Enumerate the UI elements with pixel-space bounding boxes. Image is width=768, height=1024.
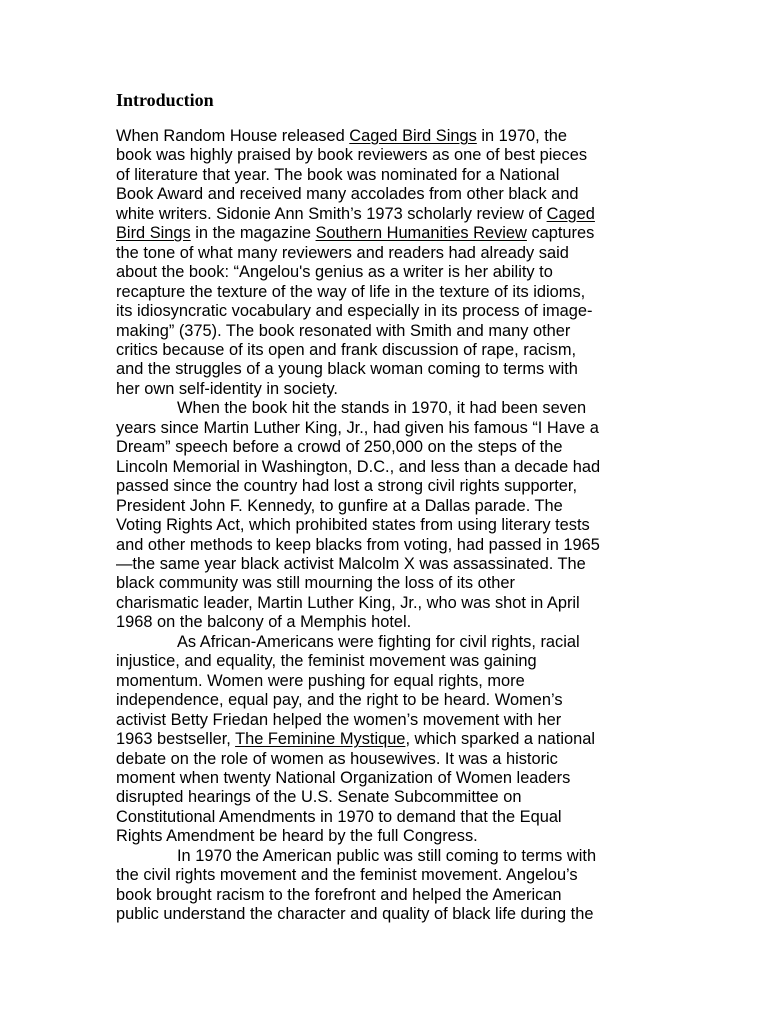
- text-line: [116, 146, 656, 165]
- text-line: [116, 497, 656, 516]
- text-segment: 1968 on the balcony of a Memphis hotel.: [116, 613, 412, 632]
- text-line: [116, 127, 656, 146]
- text-line: [116, 477, 656, 496]
- text-line: [116, 711, 656, 730]
- text-segment: Dream” speech before a crowd of 250,000 on the steps of the: [116, 438, 563, 457]
- text-segment: Lincoln Memorial in Washington, D.C., and less than a decade had: [116, 457, 601, 476]
- text-segment: activist Betty Friedan helped the women’s movement with her: [116, 710, 562, 729]
- text-segment: about the book: “Angelou's genius as a writer is her ability to: [116, 263, 553, 282]
- underlined-title: Bird Sings: [116, 224, 191, 243]
- text-line: [116, 322, 656, 341]
- text-line: [116, 847, 656, 866]
- text-segment: public understand the character and quality of black life during the: [116, 905, 594, 924]
- text-line: [116, 594, 656, 613]
- section-heading: Introduction: [116, 90, 214, 110]
- text-segment: As African-Americans were fighting for civil rights, racial: [177, 632, 580, 651]
- text-segment: its idiosyncratic vocabulary and especially in its process of image-: [116, 302, 593, 321]
- text-line: [116, 672, 656, 691]
- text-line: [116, 808, 656, 827]
- underlined-title: Southern Humanities Review: [315, 224, 527, 243]
- text-segment: —the same year black activist Malcolm X was assassinated. The: [116, 554, 586, 573]
- text-segment: independence, equal pay, and the right to be heard. Women’s: [116, 691, 563, 710]
- text-segment: charismatic leader, Martin Luther King, Jr., who was shot in April: [116, 593, 580, 612]
- text-segment: in the magazine: [190, 224, 316, 243]
- text-line: [116, 536, 656, 555]
- text-line: [116, 613, 656, 632]
- text-segment: moment when twenty National Organization of Women leaders: [116, 768, 571, 787]
- text-line: [116, 691, 656, 710]
- text-line: [116, 302, 656, 321]
- text-segment: her own self-identity in society.: [116, 379, 338, 398]
- text-segment: recapture the texture of the way of life in the texture of its idioms,: [116, 282, 586, 301]
- text-segment: years since Martin Luther King, Jr., had given his famous “I Have a: [116, 418, 599, 437]
- text-segment: the tone of what many reviewers and readers had already said: [116, 243, 569, 262]
- text-segment: debate on the role of women as housewives. It was a historic: [116, 749, 558, 768]
- text-segment: In 1970 the American public was still coming to terms with: [177, 846, 597, 865]
- text-segment: Constitutional Amendments in 1970 to demand that the Equal: [116, 807, 562, 826]
- text-segment: book was highly praised by book reviewers as one of best pieces: [116, 146, 588, 165]
- text-segment: disrupted hearings of the U.S. Senate Subcommittee on: [116, 788, 522, 807]
- text-segment: When Random House released: [116, 127, 350, 145]
- text-line: [116, 730, 656, 749]
- text-segment: black community was still mourning the loss of its other: [116, 574, 515, 593]
- text-line: [116, 555, 656, 574]
- text-segment: the civil rights movement and the feminist movement. Angelou’s: [116, 866, 578, 885]
- text-line: [116, 244, 656, 263]
- text-line: [116, 827, 656, 846]
- underlined-title: The Feminine Mystique: [235, 730, 406, 749]
- text-line: [116, 633, 656, 652]
- text-line: [116, 866, 656, 885]
- text-segment: 1963 bestseller,: [116, 730, 236, 749]
- text-line: [116, 380, 656, 399]
- text-line: [116, 458, 656, 477]
- text-segment: and other methods to keep blacks from voting, had passed in 1965: [116, 535, 600, 554]
- text-segment: in 1970, the: [476, 127, 568, 145]
- text-line: [116, 574, 656, 593]
- text-segment: Voting Rights Act, which prohibited states from using literary tests: [116, 516, 590, 535]
- text-segment: captures: [526, 224, 595, 243]
- text-segment: passed since the country had lost a strong civil rights supporter,: [116, 477, 578, 496]
- text-segment: When the book hit the stands in 1970, it had been seven: [177, 399, 587, 418]
- underlined-title: Caged: [546, 204, 595, 223]
- text-line: [116, 419, 656, 438]
- underlined-title: Caged Bird Sings: [349, 127, 477, 145]
- text-line: [116, 516, 656, 535]
- text-segment: Rights Amendment be heard by the full Congress.: [116, 827, 478, 846]
- text-line: [116, 360, 656, 379]
- text-segment: and the struggles of a young black woman coming to terms with: [116, 360, 578, 379]
- text-line: [116, 399, 656, 418]
- text-segment: Book Award and received many accolades from other black and: [116, 185, 579, 204]
- text-segment: book brought racism to the forefront and helped the American: [116, 885, 562, 904]
- text-segment: making” (375). The book resonated with Smith and many other: [116, 321, 571, 340]
- text-line: [116, 283, 656, 302]
- text-segment: President John F. Kennedy, to gunfire at a Dallas parade. The: [116, 496, 563, 515]
- text-segment: injustice, and equality, the feminist movement was gaining: [116, 652, 537, 671]
- text-line: [116, 166, 656, 185]
- text-segment: momentum. Women were pushing for equal rights, more: [116, 671, 525, 690]
- text-line: [116, 886, 656, 905]
- text-line: [116, 652, 656, 671]
- body-text: [116, 127, 656, 925]
- text-segment: white writers. Sidonie Ann Smith’s 1973 scholarly review of: [116, 204, 547, 223]
- text-segment: , which sparked a national: [405, 730, 595, 749]
- text-line: [116, 205, 656, 224]
- text-line: [116, 788, 656, 807]
- text-line: [116, 750, 656, 769]
- text-line: [116, 185, 656, 204]
- text-segment: of literature that year. The book was nominated for a National: [116, 165, 560, 184]
- text-line: [116, 769, 656, 788]
- text-line: [116, 263, 656, 282]
- text-line: [116, 438, 656, 457]
- text-line: [116, 224, 656, 243]
- text-segment: critics because of its open and frank discussion of rape, racism,: [116, 340, 577, 359]
- text-line: [116, 341, 656, 360]
- text-line: [116, 905, 656, 924]
